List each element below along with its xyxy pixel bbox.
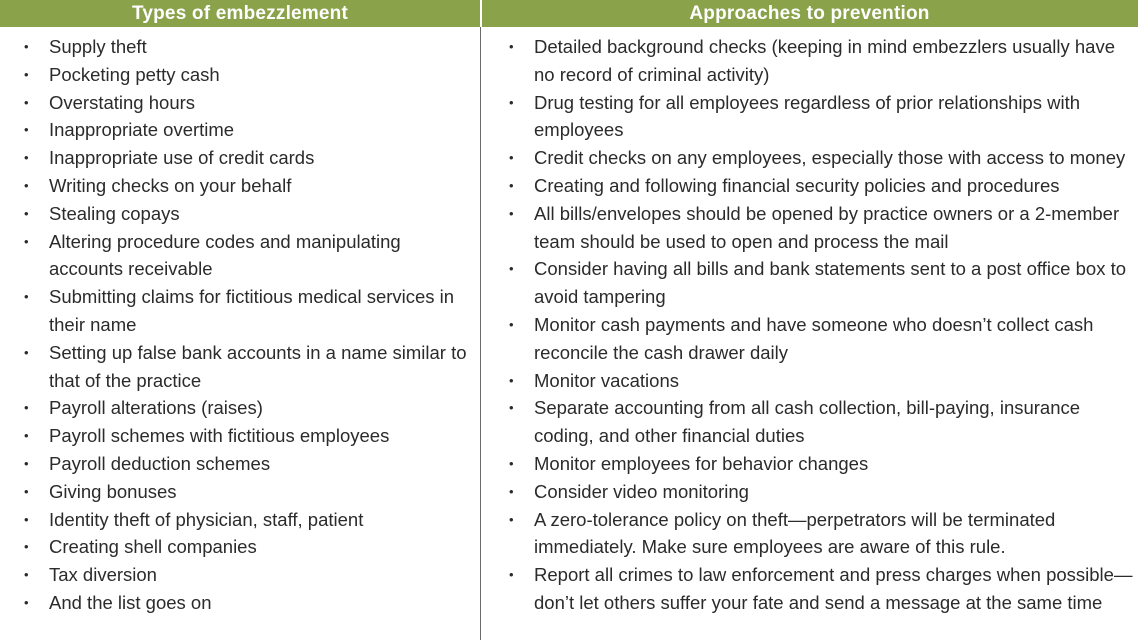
embezzlement-type-item: • Payroll alterations (raises) [22, 394, 472, 422]
embezzlement-type-item: • Tax diversion [22, 561, 472, 589]
embezzlement-type-item: • Payroll deduction schemes [22, 450, 472, 478]
embezzlement-type-item: • Giving bonuses [22, 478, 472, 506]
prevention-item: • Drug testing for all employees regardless of prior relationships with employees [507, 89, 1135, 145]
embezzlement-type-item: • Inappropriate use of credit cards [22, 144, 472, 172]
prevention-list [507, 33, 1135, 617]
types-list [22, 33, 472, 617]
embezzlement-type-item: • Altering procedure codes and manipulating accounts receivable [22, 228, 472, 284]
embezzlement-type-item: • Writing checks on your behalf [22, 172, 472, 200]
types-column [22, 33, 472, 617]
embezzlement-type-item: • Creating shell companies [22, 533, 472, 561]
embezzlement-type-item: • Payroll schemes with fictitious employees [22, 422, 472, 450]
prevention-item: • Consider video monitoring [507, 478, 1135, 506]
embezzlement-type-item: • And the list goes on [22, 589, 472, 617]
header-types-of-embezzlement: Types of embezzlement [131, 3, 349, 24]
prevention-item: • A zero-tolerance policy on theft—perpetrators will be terminated immediately. Make sure employees are aware of this rule. [507, 506, 1135, 562]
prevention-item: • Separate accounting from all cash collection, bill-paying, insurance coding, and other financial duties [507, 394, 1135, 450]
prevention-item: • Monitor cash payments and have someone who doesn’t collect cash reconcile the cash drawer daily [507, 311, 1135, 367]
prevention-item: • Report all crimes to law enforcement and press charges when possible—don’t let others suffer your fate and send a message at the same time [507, 561, 1135, 617]
embezzlement-type-item: • Overstating hours [22, 89, 472, 117]
embezzlement-type-item: • Pocketing petty cash [22, 61, 472, 89]
prevention-item: • Detailed background checks (keeping in mind embezzlers usually have no record of criminal activity) [507, 33, 1135, 89]
column-divider [480, 27, 481, 640]
prevention-item: • Creating and following financial security policies and procedures [507, 172, 1135, 200]
prevention-item: • Monitor employees for behavior changes [507, 450, 1135, 478]
prevention-item: • Credit checks on any employees, especially those with access to money [507, 144, 1135, 172]
embezzlement-type-item: • Setting up false bank accounts in a name similar to that of the practice [22, 339, 472, 395]
table-header-row [0, 0, 1138, 27]
embezzlement-type-item: • Submitting claims for fictitious medical services in their name [22, 283, 472, 339]
embezzlement-type-item: • Supply theft [22, 33, 472, 61]
prevention-item: • All bills/envelopes should be opened by practice owners or a 2-member team should be used to open and process the mail [507, 200, 1135, 256]
embezzlement-type-item: • Stealing copays [22, 200, 472, 228]
header-approaches-to-prevention: Approaches to prevention [689, 3, 930, 24]
prevention-item: • Monitor vacations [507, 367, 1135, 395]
prevention-column [507, 33, 1135, 617]
embezzlement-type-item: • Inappropriate overtime [22, 116, 472, 144]
prevention-item: • Consider having all bills and bank statements sent to a post office box to avoid tampering [507, 255, 1135, 311]
embezzlement-type-item: • Identity theft of physician, staff, patient [22, 506, 472, 534]
